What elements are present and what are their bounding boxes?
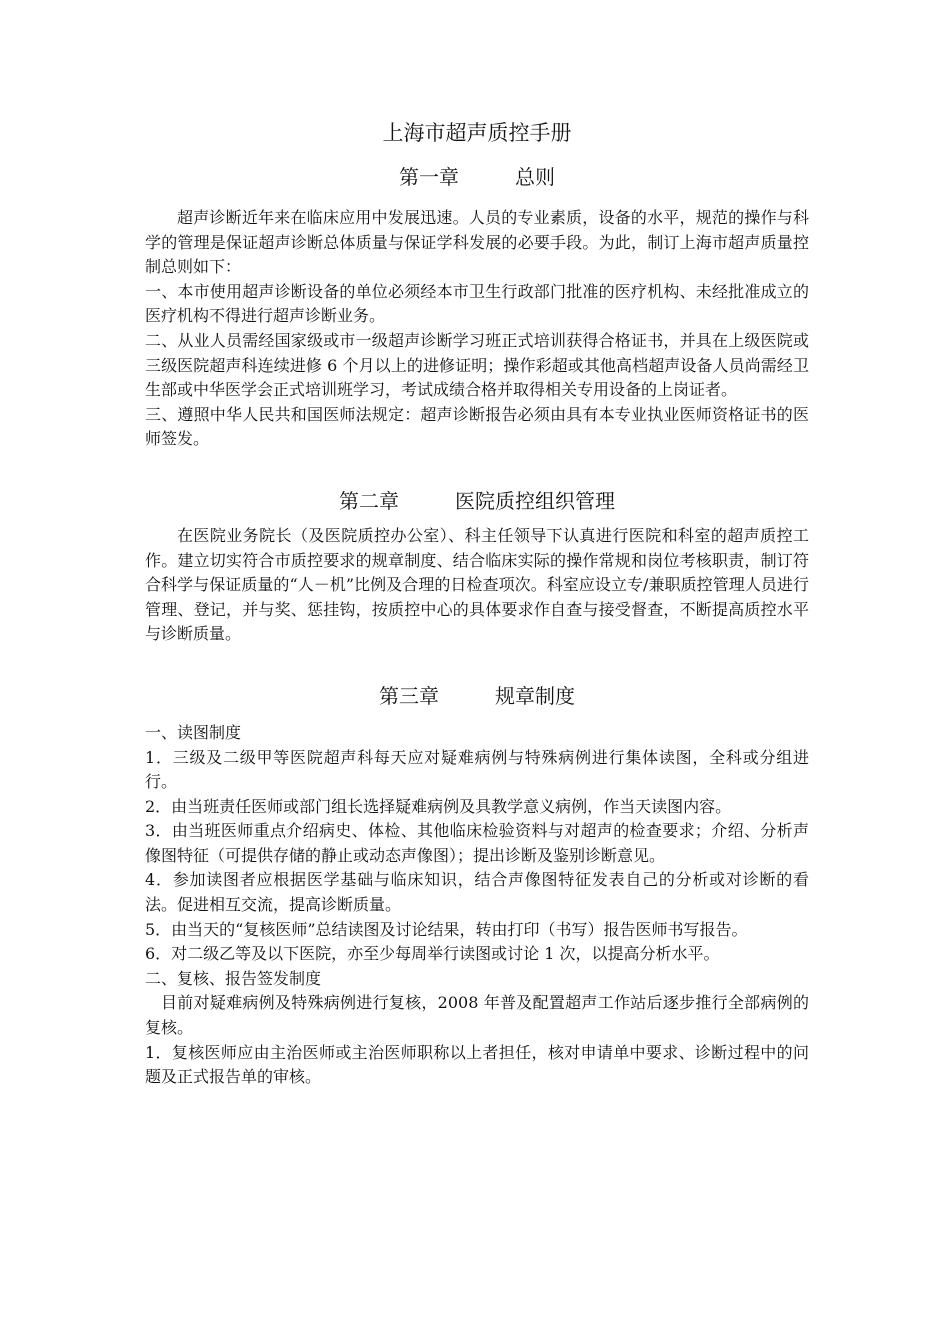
- reading-rule-5: 5．由当天的“复核医师”总结读图及讨论结果，转由打印（书写）报告医师书写报告。: [145, 919, 748, 939]
- chapter-1-name: 总则: [515, 165, 555, 189]
- chapter-2-name: 医院质控组织管理: [455, 488, 615, 513]
- chapter-1-item-2: 二、从业人员需经国家级或市一级超声诊断学习班正式培训获得合格证书，并具在上级医院或三级医院超声科连续进修 6 个月以上的进修证明；操作彩超或其他高档超声设备人员尚需经卫生部或中华医学会正式培训班学习，考试成绩合格并取得相关专用设备的上岗证者。: [145, 330, 809, 400]
- review-intro: 目前对疑难病例及特殊病例进行复核，2008 年普及配置超声工作站后逐步推行全部病例的复核。: [145, 993, 809, 1038]
- chapter-3-heading: [145, 681, 809, 711]
- reading-rule-1: 1．三级及二级甲等医院超声科每天应对疑难病例与特殊病例进行集体读图，全科或分组进行。: [145, 747, 809, 792]
- reading-rule-4: 4．参加读图者应根据医学基础与临床知识，结合声像图特征发表自己的分析或对诊断的看法。促进相互交流，提高诊断质量。: [145, 870, 809, 915]
- chapter-3-number: 第三章: [379, 683, 439, 708]
- document-title: 上海市超声质控手册: [382, 121, 572, 145]
- review-rule-1: 1．复核医师应由主治医师或主治医师职称以上者担任，核对申请单中要求、诊断过程中的问题及正式报告单的审核。: [145, 1042, 809, 1087]
- section-reading-heading: 一、读图制度: [145, 722, 242, 742]
- chapter-2-paragraph: 在医院业务院长（及医院质控办公室）、科主任领导下认真进行医院和科室的超声质控工作。建立切实符合市质控要求的规章制度、结合临床实际的操作常规和岗位考核职责，制订符合科学与保证质量的“人－机”比例及合理的日检查项次。科室应设立专/兼职质控管理人员进行管理、登记，并与奖、惩挂钩，按质控中心的具体要求作自查与接受督查，不断提高质控水平与诊断质量。: [145, 525, 809, 644]
- chapter-2-heading: [145, 486, 809, 516]
- reading-rule-6: 6．对二级乙等及以下医院，亦至少每周举行读图或讨论 1 次，以提高分析水平。: [145, 944, 720, 964]
- chapter-1-intro: 超声诊断近年来在临床应用中发展迅速。人员的专业素质，设备的水平，规范的操作与科学的管理是保证超声诊断总体质量与保证学科发展的必要手段。为此，制订上海市超声质量控制总则如下：: [145, 208, 809, 277]
- chapter-1-item-3: 三、遵照中华人民共和国医师法规定：超声诊断报告必须由具有本专业执业医师资格证书的医师签发。: [145, 404, 809, 449]
- chapter-1-item-1: 一、本市使用超声诊断设备的单位必须经本市卫生行政部门批准的医疗机构、未经批准成立的医疗机构不得进行超声诊断业务。: [145, 281, 809, 326]
- chapter-2-number: 第二章: [339, 488, 399, 513]
- chapter-1-number: 第一章: [399, 165, 459, 189]
- reading-rule-3: 3．由当班医师重点介绍病史、体检、其他临床检验资料与对超声的检查要求；介绍、分析声像图特征（可提供存储的静止或动态声像图）；提出诊断及鉴别诊断意见。: [145, 821, 809, 865]
- document-page: [145, 118, 809, 1090]
- section-review-heading: 二、复核、报告签发制度: [145, 968, 322, 988]
- chapter-1-heading: [145, 162, 809, 192]
- reading-rule-2: 2．由当班责任医师或部门组长选择疑难病例及具教学意义病例，作当天读图内容。: [145, 796, 732, 816]
- chapter-3-name: 规章制度: [495, 683, 575, 708]
